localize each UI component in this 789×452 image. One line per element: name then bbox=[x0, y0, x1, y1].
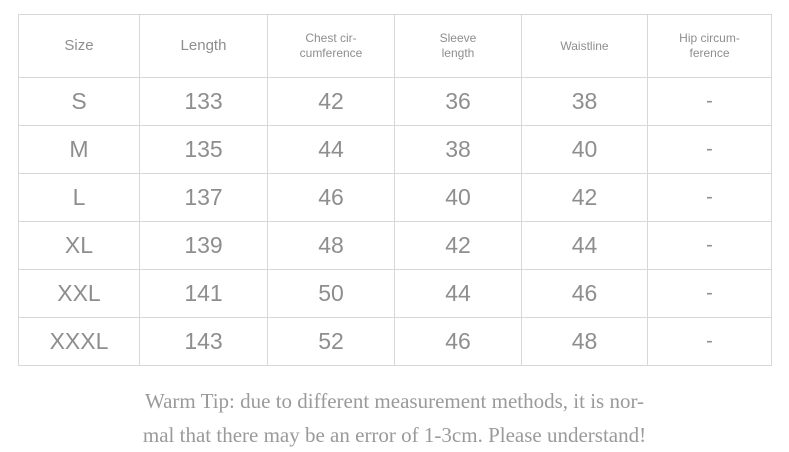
cell-sleeve: 40 bbox=[395, 174, 522, 222]
table-header-row bbox=[19, 15, 772, 78]
cell-chest: 44 bbox=[268, 126, 395, 174]
size-chart-table bbox=[18, 14, 772, 366]
cell-length: 143 bbox=[140, 318, 268, 366]
cell-sleeve: 46 bbox=[395, 318, 522, 366]
table-row bbox=[19, 78, 772, 126]
column-header-length: Length bbox=[140, 15, 268, 78]
cell-hip: - bbox=[648, 174, 772, 222]
cell-size: M bbox=[19, 126, 140, 174]
cell-chest: 46 bbox=[268, 174, 395, 222]
cell-sleeve: 38 bbox=[395, 126, 522, 174]
cell-waistline: 46 bbox=[522, 270, 648, 318]
cell-size: L bbox=[19, 174, 140, 222]
warm-tip-note bbox=[18, 384, 771, 452]
cell-chest: 50 bbox=[268, 270, 395, 318]
cell-chest: 48 bbox=[268, 222, 395, 270]
cell-size: XL bbox=[19, 222, 140, 270]
cell-sleeve: 44 bbox=[395, 270, 522, 318]
table-body bbox=[19, 78, 772, 366]
cell-waistline: 42 bbox=[522, 174, 648, 222]
cell-length: 141 bbox=[140, 270, 268, 318]
cell-hip: - bbox=[648, 126, 772, 174]
warm-tip-line-1: Warm Tip: due to different measurement methods, it is nor- bbox=[144, 389, 645, 413]
warm-tip-line-2: mal that there may be an error of 1-3cm. Please understand! bbox=[142, 423, 647, 447]
cell-size: XXL bbox=[19, 270, 140, 318]
column-header-waistline: Waistline bbox=[522, 15, 648, 78]
cell-sleeve: 36 bbox=[395, 78, 522, 126]
cell-chest: 52 bbox=[268, 318, 395, 366]
cell-waistline: 48 bbox=[522, 318, 648, 366]
column-header-size: Size bbox=[19, 15, 140, 78]
table-row bbox=[19, 174, 772, 222]
cell-hip: - bbox=[648, 222, 772, 270]
cell-waistline: 38 bbox=[522, 78, 648, 126]
cell-chest: 42 bbox=[268, 78, 395, 126]
cell-waistline: 44 bbox=[522, 222, 648, 270]
cell-length: 133 bbox=[140, 78, 268, 126]
cell-size: S bbox=[19, 78, 140, 126]
table-row bbox=[19, 222, 772, 270]
column-header-sleeve-length: Sleeve length bbox=[395, 15, 522, 78]
cell-length: 139 bbox=[140, 222, 268, 270]
table-row bbox=[19, 270, 772, 318]
table-row bbox=[19, 318, 772, 366]
column-header-chest-circumference: Chest cir- cumference bbox=[268, 15, 395, 78]
cell-hip: - bbox=[648, 78, 772, 126]
cell-sleeve: 42 bbox=[395, 222, 522, 270]
cell-length: 135 bbox=[140, 126, 268, 174]
cell-size: XXXL bbox=[19, 318, 140, 366]
cell-length: 137 bbox=[140, 174, 268, 222]
cell-hip: - bbox=[648, 270, 772, 318]
cell-waistline: 40 bbox=[522, 126, 648, 174]
table-row bbox=[19, 126, 772, 174]
column-header-hip-circumference: Hip circum- ference bbox=[648, 15, 772, 78]
cell-hip: - bbox=[648, 318, 772, 366]
table-header bbox=[19, 15, 772, 78]
